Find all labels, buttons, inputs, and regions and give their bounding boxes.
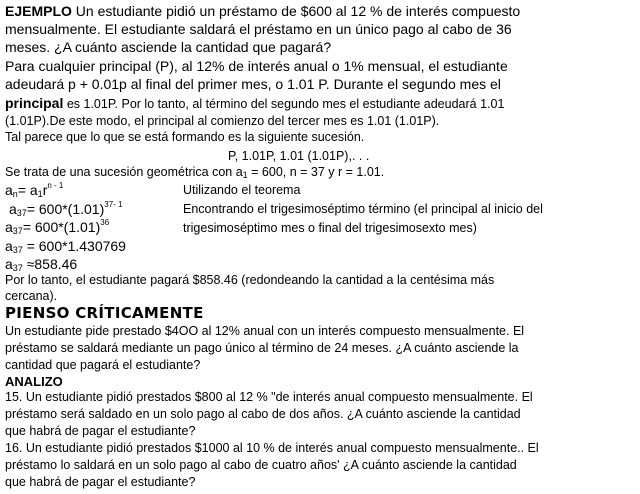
note-37th-term: Encontrando el trigesimoséptimo término (el principal al inicio del xyxy=(183,202,543,216)
conclusion-line-1: Por lo tanto, el estudiante pagará $858.46 (redondeando la cantidad a la centésima más xyxy=(5,273,495,287)
example-line-3: meses. ¿A cuánto asciende la cantidad que pagará? xyxy=(5,39,332,55)
note-37th-month: trigesimoséptimo mes o final del trigesimosexto mes) xyxy=(183,221,477,235)
question-15-line-2: préstamo será saldado en un solo pago al cabo de dos años. ¿A cuánto asciende la cantidad xyxy=(5,407,521,421)
formula-result: $a_{37} \approx 858.46$ xyxy=(5,256,78,273)
example-label: EJEMPLO xyxy=(5,3,72,19)
formula-step-1: $a_{37}= 600*(1.01)^{37- 1}$ xyxy=(9,200,123,218)
example-line-2: mensualmente. El estudiante saldará el préstamo en un único pago al cabo de 36 xyxy=(5,21,512,37)
critical-line-3: cantidad que pagará el estudiante? xyxy=(5,358,201,372)
note-theorem: Utilizando el teorema xyxy=(183,183,301,197)
conclusion-line-2: cercana). xyxy=(5,289,58,303)
critical-line-2: préstamo se saldará mediante un pago único al término de 24 meses. ¿A cuánto asciende la xyxy=(5,341,519,355)
question-16-line-1: 16. Un estudiante pidió prestados $1000 al 10 % de interés anual compuesto mensualmente.. El xyxy=(5,441,539,455)
question-15-line-3: que habrá de pagar el estudiante? xyxy=(5,424,196,438)
example-line-7: (1.01P).De este modo, el principal al comienzo del tercer mes es 1.01 (1.01P). xyxy=(5,114,440,128)
question-15-line-1: 15. Un estudiante pidió prestados $800 al 12 % "de interés anual compuesto mensualmente. El xyxy=(5,390,533,404)
critical-line-1: Un estudiante pide prestado $4OO al 12% anual con un interés compuesto mensualmente. El xyxy=(5,324,525,338)
geometric-statement: Se trata de una sucesión geométrica con $a_1 = 600$, n = 37 y r = 1.01. xyxy=(5,165,385,180)
critical-heading: PIENSO CRÍTICAMENTE xyxy=(5,304,204,322)
question-16-line-3: que habrá de pagar el estudiante? xyxy=(5,475,196,489)
example-line-4: Para cualquier principal (P), al 12% de interés anual o 1% mensual, el estudiante xyxy=(5,58,508,74)
example-line-1: EJEMPLO Un estudiante pidió un préstamo de $600 al 12 % de interés compuesto xyxy=(5,3,521,19)
analysis-heading: ANALIZO xyxy=(5,374,63,389)
sequence: P, 1.01P, 1.01 (1.01P),. . . xyxy=(228,149,370,163)
formula-step-3: $a_{37} = 600*1.430769$ xyxy=(5,238,126,255)
example-line-6: principal es 1.01P. Por lo tanto, al término del segundo mes el estudiante adeudará 1.01 xyxy=(5,95,505,111)
question-16-line-2: préstamo lo saldará en un solo pago al cabo de cuatro años' ¿A cuánto asciende la cantidad xyxy=(5,458,517,472)
example-line-5: adeudará p + 0.01p al final del primer mes, o 1.01 P. Durante el segundo mes el xyxy=(5,76,501,92)
formula-general-term: $a_n= a_1r^{n - 1}$ xyxy=(5,181,64,199)
formula-step-2: $a_{37}= 600*(1.01)^{36}$ xyxy=(5,218,110,236)
example-line-8: Tal parece que lo que se está formando es la siguiente sucesión. xyxy=(5,130,365,144)
